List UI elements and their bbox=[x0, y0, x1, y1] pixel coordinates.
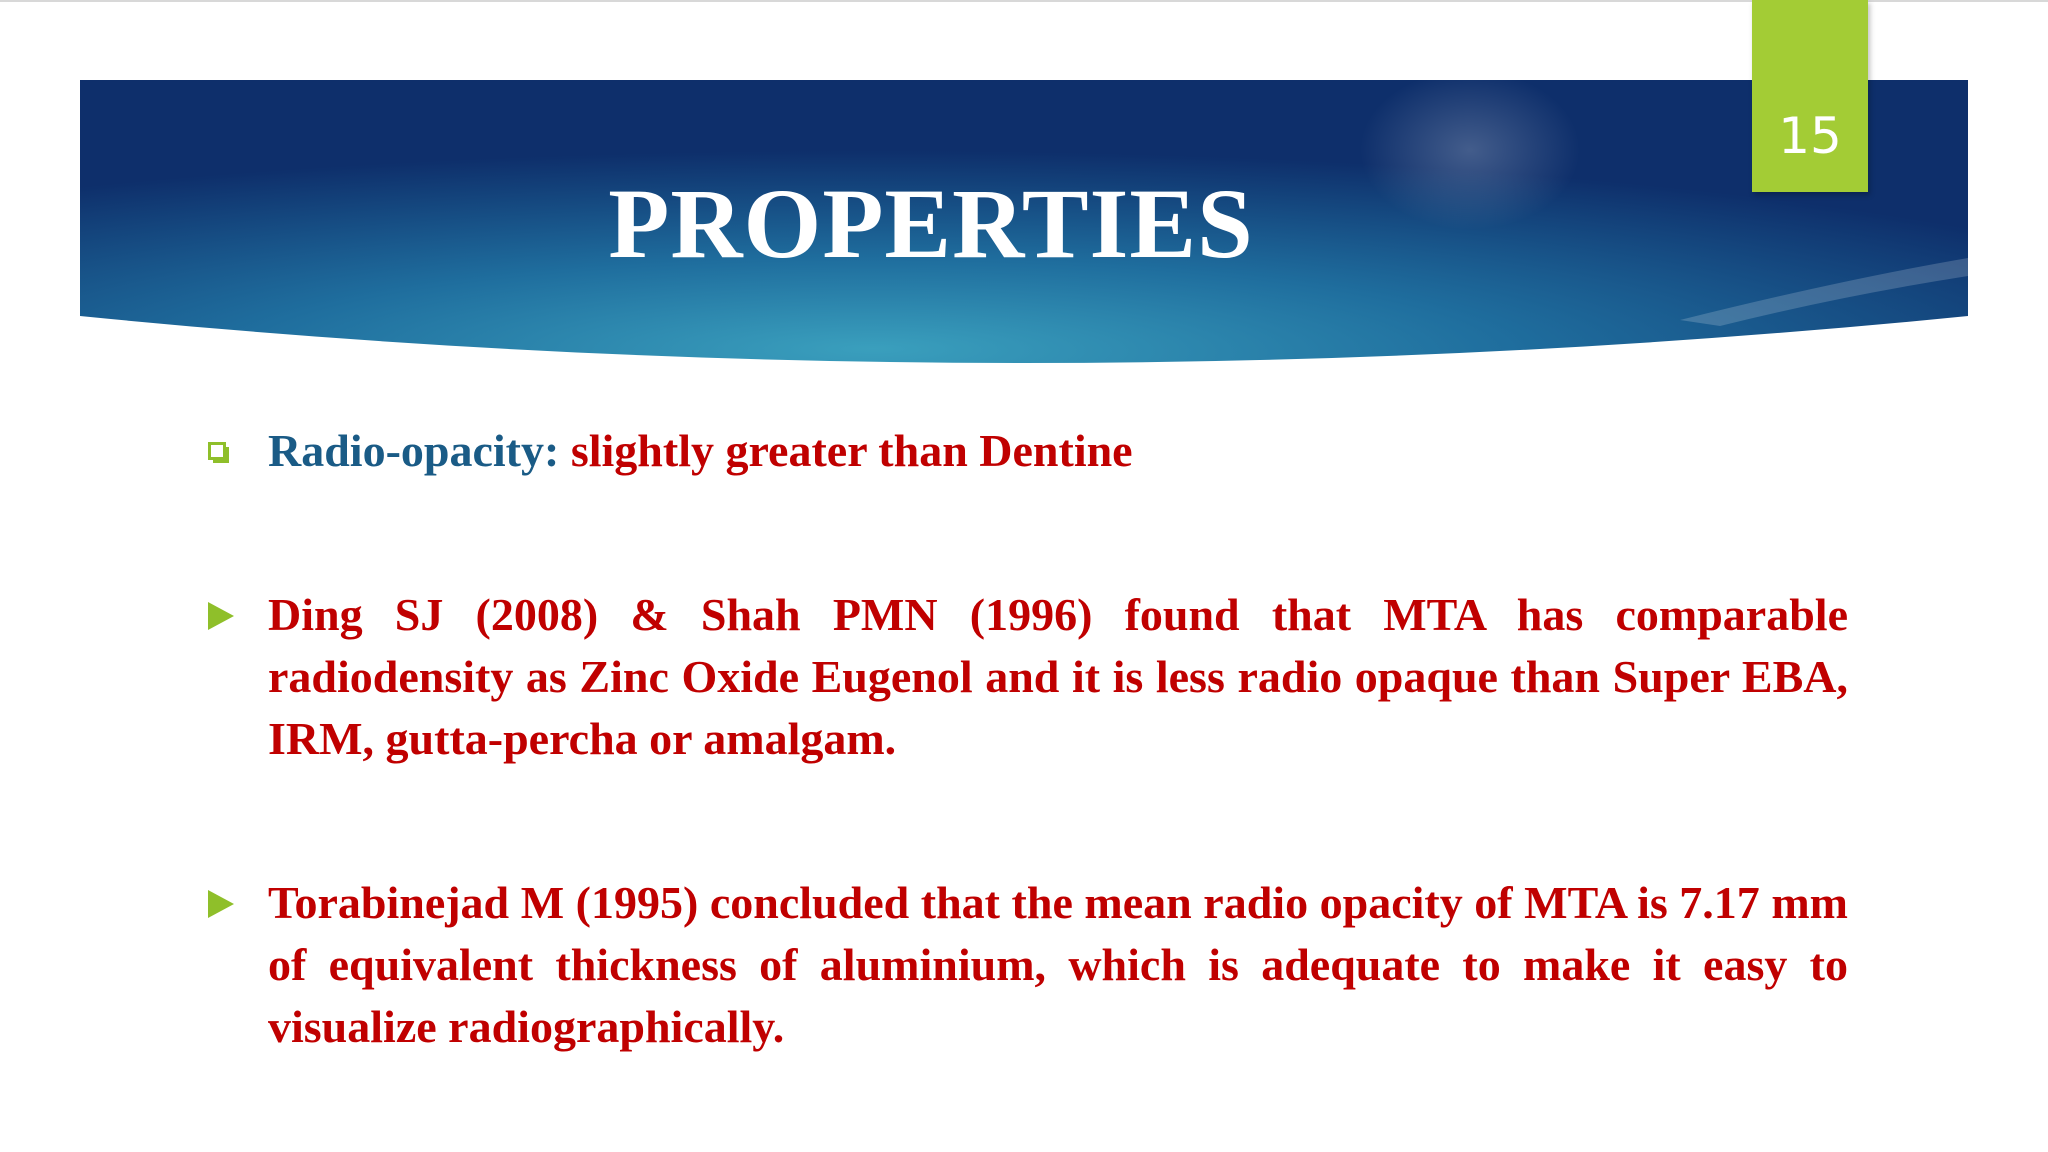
page-number-badge bbox=[1752, 0, 1868, 192]
bullet-body: slightly greater than Dentine bbox=[559, 425, 1133, 476]
page-number: 15 bbox=[1778, 107, 1842, 165]
square-bullet-icon bbox=[208, 442, 226, 460]
bullet-term: Radio-opacity: bbox=[268, 425, 560, 476]
top-divider bbox=[0, 0, 2048, 2]
triangle-bullet-icon bbox=[208, 602, 234, 630]
slide-title: PROPERTIES bbox=[608, 168, 1254, 279]
bullet-text bbox=[268, 420, 1848, 482]
bullet-text: Ding SJ (2008) & Shah PMN (1996) found that MTA has comparable radiodensity as Zinc Oxide Eugenol and it is less radio opaque than Super EBA, IRM, gutta-percha or amalgam. bbox=[268, 589, 1848, 764]
bullet-text: Torabinejad M (1995) concluded that the mean radio opacity of MTA is 7.17 mm of equivalent thickness of aluminium, which is adequate to make it easy to visualize radiographically. bbox=[268, 877, 1848, 1052]
triangle-bullet-icon bbox=[208, 890, 234, 918]
